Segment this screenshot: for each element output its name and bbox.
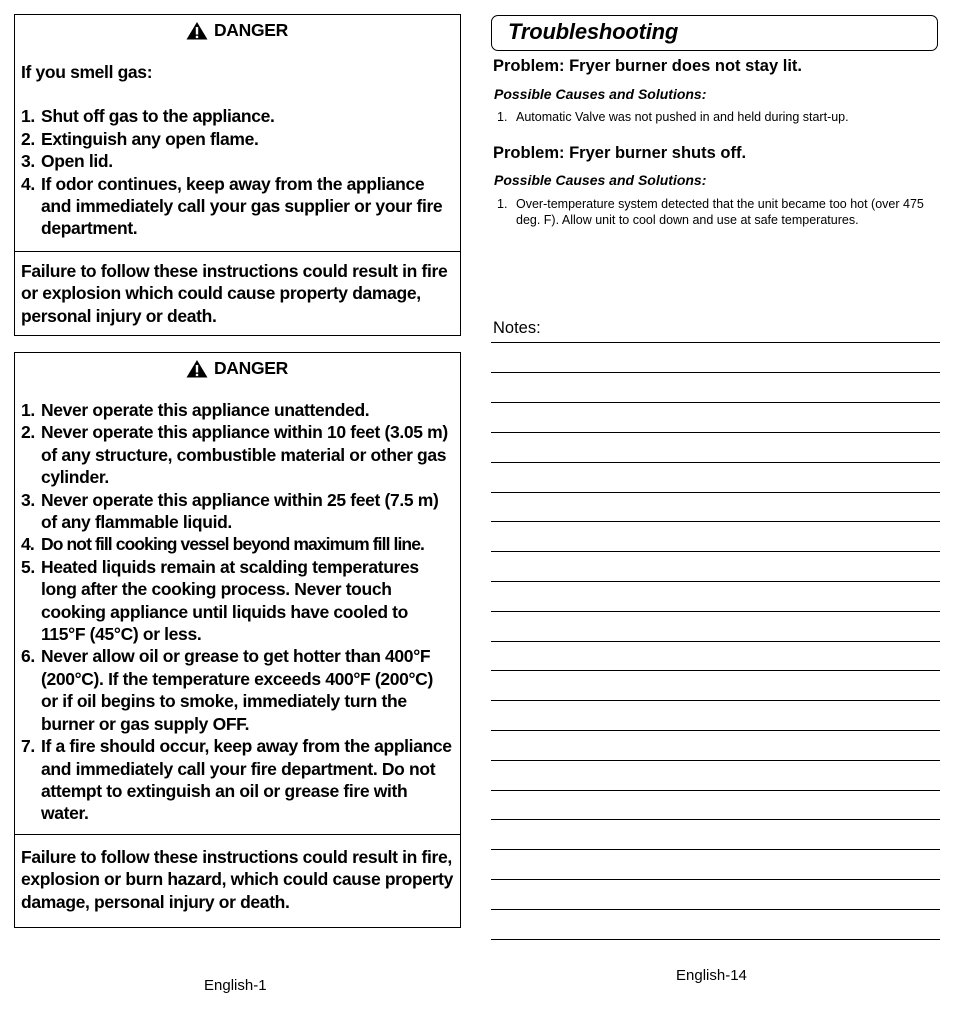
gas-steps-list (21, 105, 453, 239)
list-item: 2. Never operate this appliance within 10 feet (3.05 m) of any structure, combustible material or other gas cylinder. (21, 422, 448, 488)
list-item: 6. Never allow oil or grease to get hotter than 400°F (200°C). If the temperature exceeds 400°F (200°C) or if oil begins to smoke, immediately turn the burner or gas supply OFF. (21, 646, 433, 734)
notes-line (491, 879, 940, 880)
notes-line (491, 402, 940, 403)
danger-box-gas (14, 14, 461, 336)
notes-line (491, 670, 940, 671)
warning-triangle-icon (186, 21, 208, 40)
list-item: 2. Extinguish any open flame. (21, 128, 259, 149)
page-number-right: English-14 (676, 967, 747, 984)
troubleshooting-header (491, 15, 938, 51)
notes-line (491, 819, 940, 820)
list-item: 7. If a fire should occur, keep away from the appliance and immediately call your fire department. Do not attempt to extinguish an oil or grease fire with water. (21, 736, 452, 824)
notes-line (491, 641, 940, 642)
list-item: 1. Shut off gas to the appliance. (21, 106, 275, 127)
notes-line (491, 462, 940, 463)
danger-box-operation-instructions (15, 353, 460, 835)
notes-line (491, 909, 940, 910)
list-item: 1. Over-temperature system detected that the unit became too hot (over 475 deg. F). Allow unit to cool down and use at safe temperatures. (497, 197, 924, 227)
list-item: 4. If odor continues, keep away from the appliance and immediately call your gas supplier or your fire department. (21, 173, 443, 239)
notes-line (491, 760, 940, 761)
notes-line (491, 790, 940, 791)
notes-line (491, 521, 940, 522)
problem-title: Problem: Fryer burner does not stay lit. (493, 57, 802, 75)
notes-line (491, 581, 940, 582)
notes-line (491, 372, 940, 373)
notes-line (491, 849, 940, 850)
danger-box-operation (14, 352, 461, 928)
notes-line (491, 700, 940, 701)
danger-heading: DANGER (21, 357, 453, 379)
page-number-left: English-1 (204, 977, 267, 994)
notes-line (491, 492, 940, 493)
problem-title: Problem: Fryer burner shuts off. (493, 144, 747, 162)
danger-box-gas-instructions (15, 15, 460, 252)
page-title: Troubleshooting (508, 19, 679, 44)
danger-box-operation-warning: Failure to follow these instructions could result in fire, explosion or burn hazard, which could cause property damage, personal injury or death. (21, 847, 454, 912)
notes-line (491, 730, 940, 731)
operation-steps-list (21, 399, 453, 825)
list-item: 3. Open lid. (21, 151, 113, 172)
list-item: 1. Never operate this appliance unattended. (21, 400, 370, 420)
causes-label: Possible Causes and Solutions: (494, 86, 707, 102)
warning-triangle-icon (186, 359, 208, 378)
list-item: 4. Do not fill cooking vessel beyond maximum fill line. (21, 534, 425, 555)
notes-label: Notes: (493, 319, 541, 337)
list-item: 1. Automatic Valve was not pushed in and held during start-up. (497, 110, 849, 124)
list-item: 5. Heated liquids remain at scalding temperatures long after the cooking process. Never touch cooking appliance until liquids have cooled to 115°F (45°C) or less. (21, 556, 419, 645)
notes-line (491, 939, 940, 940)
notes-line (491, 342, 940, 343)
notes-line (491, 551, 940, 552)
danger-box-gas-warning: Failure to follow these instructions could result in fire or explosion which could cause property damage, personal injury or death. (21, 261, 448, 326)
notes-line (491, 432, 940, 433)
gas-intro: If you smell gas: (21, 62, 153, 82)
list-item: 3. Never operate this appliance within 25 feet (7.5 m) of any flammable liquid. (21, 489, 439, 533)
notes-line (491, 611, 940, 612)
danger-heading: DANGER (21, 19, 453, 41)
causes-label: Possible Causes and Solutions: (494, 172, 707, 188)
